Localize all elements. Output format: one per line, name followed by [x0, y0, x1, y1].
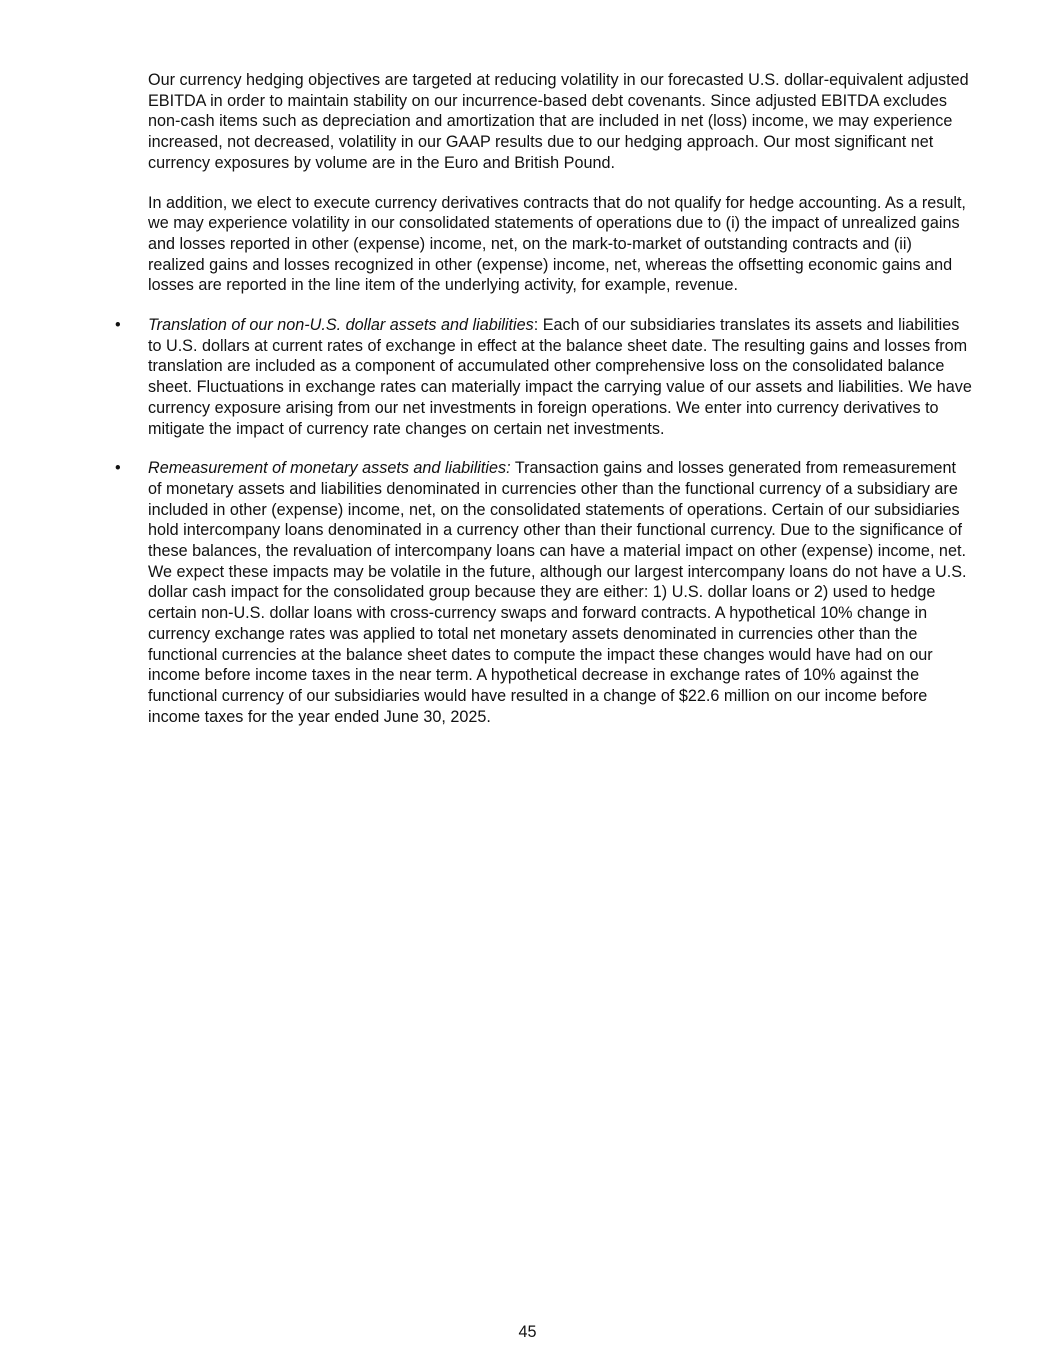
bullet-body-remeasurement: Transaction gains and losses generated from remeasurement of monetary assets and liabilities denominated in currencies other than the functional currency of a subsidiary are included in other (expense) income, net, on the consolidated statements of operations. Certain of our subsidiaries hold intercompany loans denominated in a currency other than their functional currency. Due to the significance of these balances, the revaluation of intercompany loans can have a material impact on other (expense) income, net. We expect these impacts may be volatile in the future, although our largest intercompany loans do not have a U.S. dollar cash impact for the consolidated group because they are either: 1) U.S. dollar loans or 2) used to hedge certain non-U.S. dollar loans with cross-currency swaps and forward contracts. A hypothetical 10% change in currency exchange rates was applied to total net monetary assets denominated in currencies other than the functional currencies at the balance sheet dates to compute the impact these changes would have had on our income before income taxes in the near term. A hypothetical decrease in exchange rates of 10% against the functional currency of our subsidiaries would have resulted in a change of $22.6 million on our income before income taxes for the year ended June 30, 2025.	[148, 459, 967, 726]
paragraph-hedging-objectives: Our currency hedging objectives are targeted at reducing volatility in our forecasted U.S. dollar-equivalent adjusted EBITDA in order to maintain stability on our incurrence-based debt covenants. Since adjusted EBITDA excludes non-cash items such as depreciation and amortization that are included in net (loss) income, we may experience increased, not decreased, volatility in our GAAP results due to our hedging approach. Our most significant net currency exposures by volume are in the Euro and British Pound.	[148, 71, 969, 172]
bullet-text-remeasurement	[148, 458, 973, 727]
bullet-item-translation	[0, 315, 1055, 439]
bullet-symbol: •	[115, 316, 121, 335]
bullet-lead-remeasurement: Remeasurement of monetary assets and liabilities:	[148, 459, 511, 478]
bullet-separator: :	[533, 316, 543, 335]
bullet-lead-translation: Translation of our non-U.S. dollar assets and liabilities	[148, 316, 534, 335]
paragraph-non-qualifying-derivatives: In addition, we elect to execute currency derivatives contracts that do not qualify for hedge accounting. As a result, we may experience volatility in our consolidated statements of operations due to (i) the impact of unrealized gains and losses reported in other (expense) income, net, on the mark-to-market of outstanding contracts and (ii) realized gains and losses recognized in other (expense) income, net, whereas the offsetting economic gains and losses are reported in the line item of the underlying activity, for example, revenue.	[148, 193, 966, 295]
page-body	[0, 70, 1055, 727]
bullet-text-translation	[148, 315, 973, 439]
bullet-symbol: •	[115, 459, 121, 478]
page-number: 45	[518, 1323, 537, 1341]
bullet-body-translation: Each of our subsidiaries translates its assets and liabilities to U.S. dollars at current rates of exchange in effect at the balance sheet date. The resulting gains and losses from translation are included as a component of accumulated other comprehensive loss on the consolidated balance sheet. Fluctuations in exchange rates can materially impact the carrying value of our assets and liabilities. We have currency exposure arising from our net investments in foreign operations. We enter into currency derivatives to mitigate the impact of currency rate changes on certain net investments.	[148, 316, 972, 438]
bullet-item-remeasurement	[0, 458, 1055, 727]
